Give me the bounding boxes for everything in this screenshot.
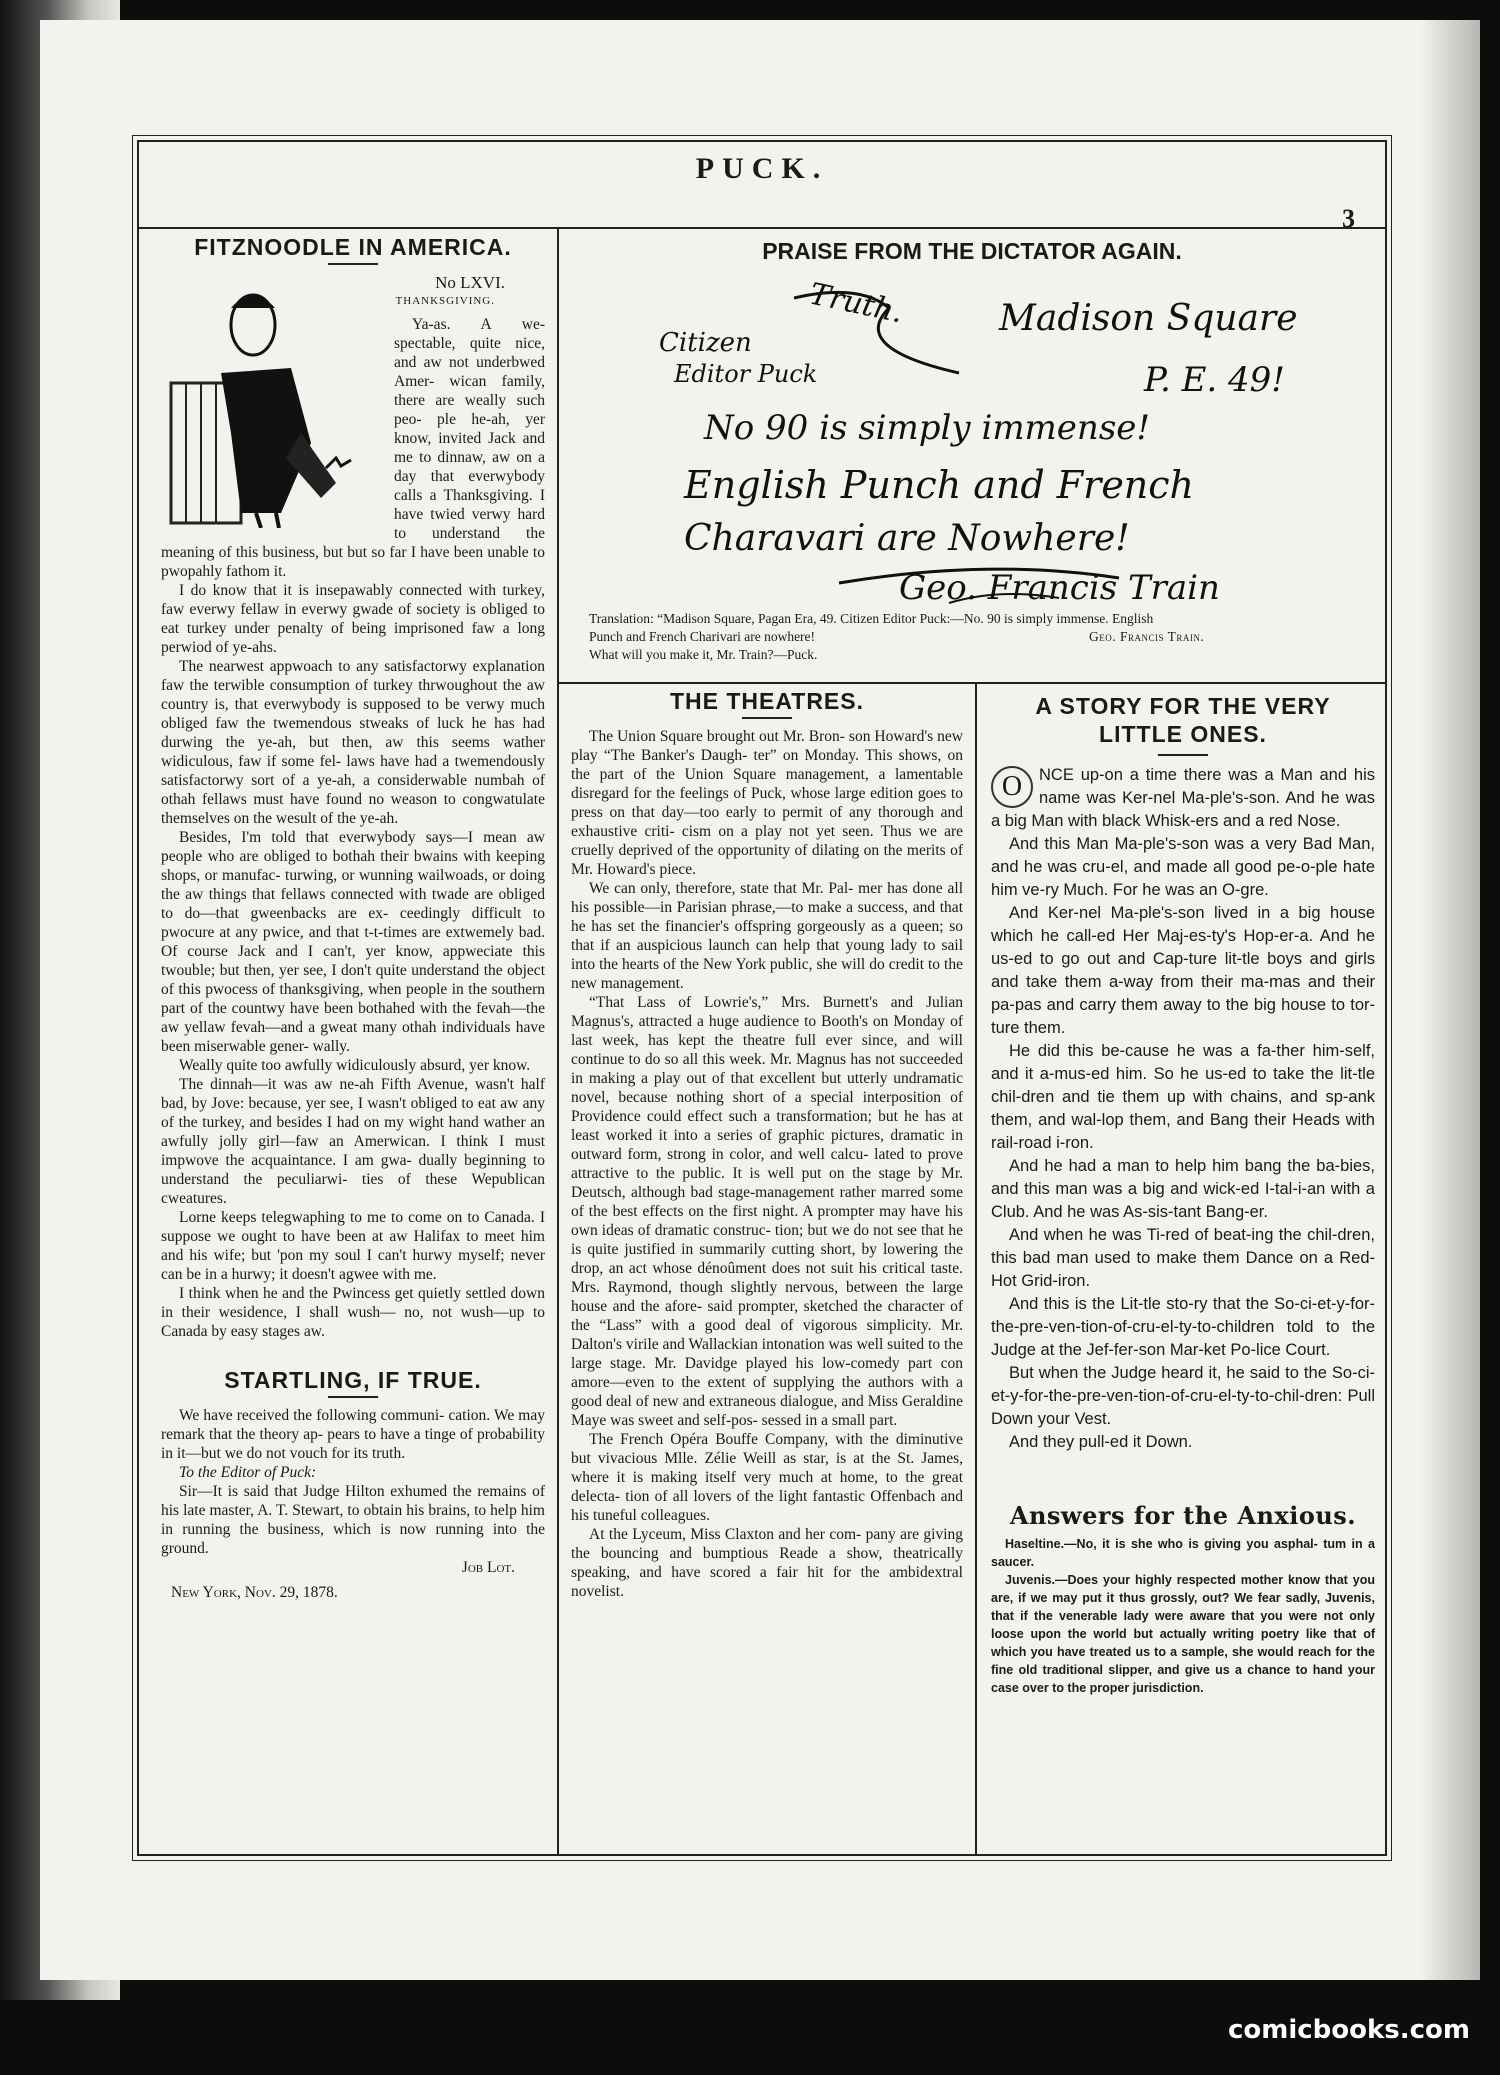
- fitznoodle-illustration: [161, 273, 386, 528]
- dropcap: O: [991, 766, 1033, 808]
- paragraph: Lorne keeps telegwaphing to me to come on to Canada. I suppose we ought to have been at aw Halifax to meet him and his wife; but 'pon my soul I can't hurwy myself; never can be in a hurwy; it doesn't agwee with me.: [161, 1209, 545, 1283]
- paragraph: And he had a man to help him bang the ba-bies, and this man was a big and wick-ed I-tal-i-an with a Club. And he was As-sis-tant Bang-er.: [991, 1157, 1375, 1221]
- fitznoodle-article: [161, 234, 545, 1602]
- translation-signature: Geo. Francis Train.: [1089, 629, 1205, 644]
- paragraph: Weally quite too awfully widiculously absurd, yer know.: [179, 1057, 531, 1074]
- story-first-paragraph: [991, 764, 1375, 833]
- paragraph: The Union Square brought out Mr. Bron- son Howard's new play “The Banker's Daugh- ter” on Monday. This shows, on the part of the Union Square management, a lamentable disregard for the feelings of Puck, whose large edition goes to press on that day—too early to permit of any thorough and exhaustive criti- cism on a play not yet seen. Thus we are cruelly deprived of the opportunity of dilating on the merits of Mr. Howard's piece.: [571, 728, 963, 878]
- theatres-title: THE THEATRES.: [669, 688, 865, 714]
- column-divider-right: [975, 684, 977, 1854]
- paragraph: The nearwest appwoach to any satisfactorwy explanation faw the terwible consumption of turkey thrwoughout the aw country is, that everwybody is supposed to be verwy much obliged faw the twemendous stweaks of luck he has had durwing the ye-ah, but then, aw this seems wather widiculous, faw if some fel- laws have had a twemendously satisfactorwy sort of a ye-ah, a considerwable numbah of othah fellaws must have found no weason to congwatulate themselves on the wesult of the ye-ah.: [161, 658, 545, 827]
- startling-intro: We have received the following communi- cation. We may remark that the theory ap- pears to have a tinge of probability in it—but we do not vouch for its truth.: [161, 1407, 545, 1462]
- story-article: [991, 692, 1375, 1697]
- handwriting-citizen: Citizen: [659, 328, 752, 358]
- page-frame: [137, 140, 1387, 1856]
- fitznoodle-title: FITZNOODLE IN AMERICA.: [194, 234, 512, 260]
- theatres-article: [571, 688, 963, 1601]
- paragraph: “That Lass of Lowrie's,” Mrs. Burnett's and Julian Magnus's, attracted a huge audience to Booth's on Monday of last week, has kept the theatre full ever since, and will continue to do so all this week. Mr. Magnus has not succeeded in making a play out of that excellent but utterly undramatic novel, because nothing short of a special interposition of Providence could effect such a transformation; but he has at least worked it into a series of graphic pictures, dramatic in outward form, strong in color, and well calcu- lated to prove attractive to the public. It is well put on the stage by Mr. Deutsch, although bad stage-management rather marred some of the best effects on the first night. A prompter may have his own ideas of dramatic construc- tion; but we do not see that he is quite justified in summarily cutting short, by lowering the drop, an act whose dénoûment does not suit his critical taste. Mrs. Raymond, though slightly nervous, between the large house and the afore- said prompter, sketched the character of the “Lass” with a good deal of vigorous simplicity. Mr. Dalton's virile and Wallackian intonation was well suited to the large stage. Mr. Davidge played his low-comedy part con amore—even to the extent of supplying the authors with a good deal of new and extraneous dialogue, and Miss Geraldine Maye was sweet and self-pos- sessed in a small part.: [571, 994, 963, 1429]
- article-subtitle: THANKSGIVING.: [395, 295, 495, 307]
- masthead: PUCK.: [695, 152, 829, 185]
- handwriting-line-3: Charavari are Nowhere!: [684, 518, 1130, 559]
- watermark: comicbooks.com: [1227, 2015, 1470, 2045]
- newspaper-page: [40, 20, 1480, 1980]
- paragraph: The dinnah—it was aw ne-ah Fifth Avenue, wasn't half bad, by Jove: because, yer see, I wasn't obliged to eat aw any of the turkey, and besides I had on my wight hand wather an awfully jolly girl—faw an Amerwican. I think I must impwove the acquaintance. I am gwa- dually beginning to understand the peculiarwi- ties of these Wepublican cweatures.: [161, 1076, 545, 1207]
- startling-letter: Sir—It is said that Judge Hilton exhumed the remains of his late master, A. T. Stewart, to obtain his brains, to help him in running the business, which is now running into the ground.: [161, 1483, 545, 1557]
- paragraph: Besides, I'm told that everwybody says—I mean aw people who are obliged to bothah their bwains with keeping shops, or manufac- turwing, or wunning wailwoads, or doing the aw things that fellaws connected with twade are obliged to do—that gweenbacks are ex- ceedingly difficult to pwocure at any pwice, and that t-t-times are extwemely bad. Of course Jack and I can't, yer know, appweciate this twouble; but then, yer see, I don't quite understand the object of this pwocess of thanksgiving, when people in the southern part of the countwy have been bothahed with the fevah—the aw yellaw fevah—and a gweat many othah individuals have been miserwable gener- wally.: [161, 829, 545, 1055]
- praise-section: [559, 238, 1385, 682]
- handwriting-editor: Editor Puck: [674, 360, 818, 388]
- handwriting-scrawl: Truth.: [806, 276, 907, 331]
- page-edge-shadow: [1420, 20, 1480, 1980]
- paragraph: The French Opéra Bouffe Company, with the diminutive but vivacious Mlle. Zélie Weill as star, is at the St. James, where it is making itself very much at home, to the great delecta- tion of all lovers of the light fantastic Offenbach and his tuneful colleagues.: [571, 1431, 963, 1524]
- paragraph: At the Lyceum, Miss Claxton and her com- pany are giving the bouncing and bumptious Reade a show, theatrically speaking, and have scored a fair hit for the ambidextral novelist.: [571, 1526, 963, 1600]
- praise-bottom-rule: [559, 682, 1385, 684]
- title-rule: [328, 1396, 378, 1398]
- masthead-rule: [139, 227, 1385, 229]
- paragraph: And this is the Lit-tle sto-ry that the So-ci-et-y-for-the-pre-ven-tion-of-cru-el-ty-to-children told to the Judge at the Jef-fer-son Mar-ket Po-lice Court.: [991, 1295, 1375, 1359]
- praise-title: PRAISE FROM THE DICTATOR AGAIN.: [762, 238, 1182, 264]
- story-opening: NCE up-on a time there was a Man and his name was Ker-nel Ma-ple's-son. And he was a big Man with black Whisk-ers and a red Nose.: [991, 766, 1375, 830]
- paragraph: I do know that it is insepawably connected with turkey, faw everwy fellaw in everwy gwade of society is obliged to eat turkey under penalty of being imprisoned faw a long perwiod of ye-ahs.: [161, 582, 545, 656]
- story-title: A STORY FOR THE VERY LITTLE ONES.: [1035, 693, 1331, 747]
- translation-line-3: What will you make it, Mr. Train?—Puck.: [589, 647, 818, 662]
- title-rule: [742, 717, 792, 719]
- startling-title: STARTLING, IF TRUE.: [224, 1367, 482, 1393]
- title-rule: [328, 263, 378, 265]
- answer: Haseltine.—No, it is she who is giving you asphal- tum in a saucer.: [991, 1537, 1375, 1569]
- title-rule: [1158, 754, 1208, 756]
- handwriting-era: P. E. 49!: [1144, 360, 1285, 400]
- handwriting-line-2: English Punch and French: [684, 463, 1195, 507]
- article-number: No LXVI.: [435, 273, 505, 292]
- handwriting-place: Madison Square: [999, 298, 1298, 339]
- paragraph: He did this be-cause he was a fa-ther him-self, and it a-mus-ed him. So he us-ed to take the lit-tle chil-dren and tie them up with chains, and sp-ank them, and wal-lop them, and Bang their Heads with rail-road i-ron.: [991, 1042, 1375, 1152]
- paragraph: And this Man Ma-ple's-son was a very Bad Man, and he was cru-el, and made all good pe-o-ple hate him ve-ry Much. For he was an O-gre.: [991, 835, 1375, 899]
- handwriting-signature: Geo. Francis Train: [899, 568, 1220, 608]
- handwriting-line-1: No 90 is simply immense!: [704, 408, 1151, 448]
- paragraph: But when the Judge heard it, he said to the So-ci-et-y-for-the-pre-ven-tion-of-cru-el-ty-to-chil-dren: Pull Down your Vest.: [991, 1364, 1375, 1428]
- startling-salutation: To the Editor of Puck:: [179, 1464, 317, 1481]
- paragraph: And they pull-ed it Down.: [1009, 1433, 1193, 1451]
- startling-signature: Job Lot.: [461, 1559, 515, 1576]
- paragraph: And Ker-nel Ma-ple's-son lived in a big house which he call-ed Her Maj-es-ty's Hop-er-a. And he us-ed to go out and Cap-ture lit-tle boys and girls and take them a-way from their ma-mas and their pa-pas and carry them away to the big house to tor-ture them.: [991, 904, 1375, 1037]
- translation-line-1: Translation: “Madison Square, Pagan Era, 49. Citizen Editor Puck:—No. 90 is simply immense. English: [589, 611, 1154, 626]
- answer: Juvenis.—Does your highly respected mother know that you are, if we may put it thus grossly, out? We fear sadly, Juvenis, that if the venerable lady were aware that you were not only loose upon the world but actually writing poetry like that of which you have treated us to a sample, she would reach for the fine old traditional slipper, and give us a chance to hand your case over to the proper jurisdiction.: [991, 1573, 1375, 1695]
- startling-dateline: New York, Nov. 29, 1878.: [171, 1584, 338, 1601]
- paragraph: Ya-as. A we- spectable, quite nice, and aw not underbwed Amer- wican family, there are weally such peo- ple he-ah, yer know, invited Jack and me to dinnaw, aw on a day that everwybody calls a Thanksgiving. I have twied verwy hard to understand the meaning of this business, but but so far I have been unable to pwopahly fathom it.: [161, 316, 545, 580]
- paragraph: And when he was Ti-red of beat-ing the chil-dren, this bad man used to make them Dance on a Red-Hot Grid-iron.: [991, 1226, 1375, 1290]
- paragraph: We can only, therefore, state that Mr. Pal- mer has done all his possible—in Parisian phrase,—to make a success, and that he has set the financier's offspring gorgeously as a queen; so that if an auspicious launch can help that young lady to sail into the hearts of the New York public, she will do credit to the new management.: [571, 880, 963, 992]
- paragraph: I think when he and the Pwincess get quietly settled down in their wesidence, I shall wush— no, not wush—up to Canada by easy stages aw.: [161, 1285, 545, 1340]
- answers-title: Answers for the Anxious.: [1009, 1501, 1357, 1530]
- page-number: 3: [1342, 204, 1355, 233]
- translation-line-2: Punch and French Charivari are nowhere!: [589, 629, 816, 644]
- answers-section: [991, 1501, 1375, 1697]
